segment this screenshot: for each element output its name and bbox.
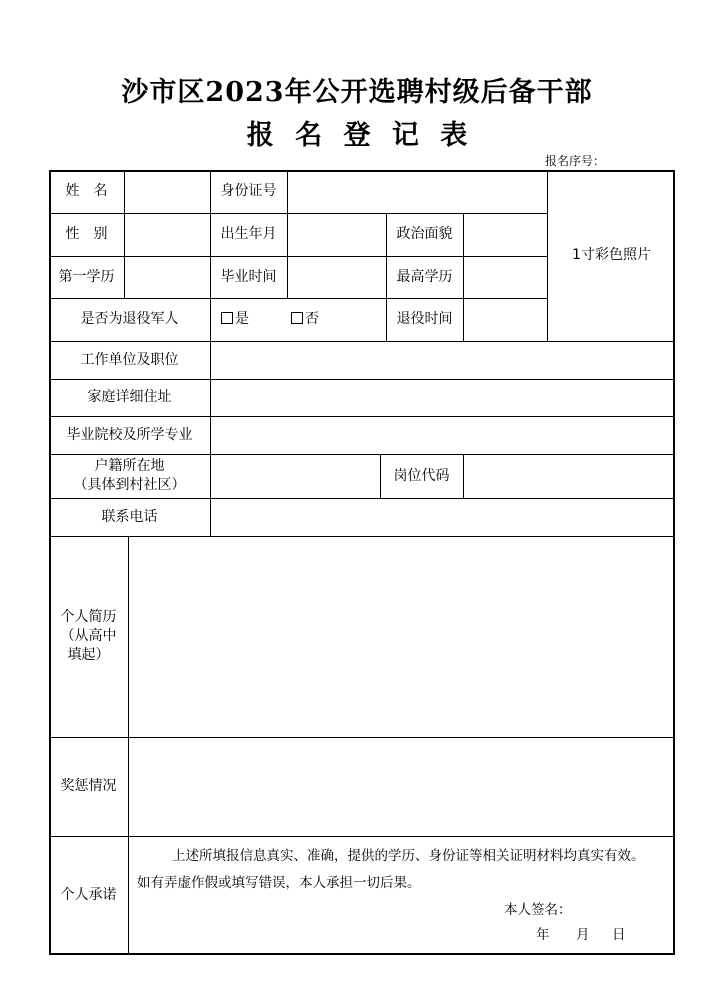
post-code-field[interactable] [464, 454, 675, 498]
birth-field[interactable] [288, 213, 386, 256]
signature-field[interactable] [504, 898, 614, 916]
school-major-field[interactable] [211, 416, 675, 454]
veteran-label: 是否为退役军人 [80, 311, 179, 328]
resume-field[interactable] [129, 536, 675, 737]
political-field[interactable] [464, 213, 547, 256]
promise-label: 个人承诺 [60, 887, 117, 904]
hukou-field[interactable] [211, 454, 380, 498]
photo-placeholder[interactable]: 1寸彩色照片 [572, 247, 651, 264]
resume-label [49, 536, 128, 737]
gender-label: 性 别 [65, 226, 108, 243]
veteran-no-option[interactable] [291, 310, 319, 329]
name-field[interactable] [125, 170, 210, 213]
first-edu-field[interactable] [125, 256, 210, 298]
id-card-label: 身份证号 [220, 183, 277, 200]
retire-time-field[interactable] [464, 298, 547, 341]
gender-field[interactable] [125, 213, 210, 256]
id-card-field[interactable] [288, 170, 547, 213]
promise-text-line1: 上述所填报信息真实、准确，提供的学历、身份证等相关证明材料均真实有效。 [172, 848, 645, 864]
form-title-line1: 沙市区2023年公开选聘村级后备干部 [121, 77, 593, 108]
promise-text-line2: 如有弄虚作假或填写错误，本人承担一切后果。 [137, 875, 421, 891]
work-unit-label: 工作单位及职位 [80, 351, 179, 368]
resume-label-line1: 个人简历 [60, 609, 117, 626]
hukou-label-line2: （具体到村社区） [73, 477, 186, 493]
address-field[interactable] [211, 379, 675, 416]
hukou-label [49, 454, 210, 498]
first-edu-label: 第一学历 [58, 268, 115, 285]
form-title-line2: 报 名 登 记 表 [246, 120, 468, 151]
retire-time-label: 退役时间 [396, 311, 453, 328]
hukou-label-line1: 户籍所在地 [94, 458, 165, 475]
phone-field[interactable] [211, 498, 675, 536]
phone-label: 联系电话 [101, 508, 158, 525]
date-month: 月 [576, 927, 590, 943]
date-day: 日 [612, 927, 626, 943]
highest-edu-field[interactable] [464, 256, 547, 298]
highest-edu-label: 最高学历 [396, 268, 453, 285]
post-code-label: 岗位代码 [393, 467, 450, 484]
checkbox-no[interactable] [291, 312, 303, 324]
school-major-label: 毕业院校及所学专业 [66, 426, 193, 443]
work-unit-field[interactable] [211, 341, 675, 379]
political-label: 政治面貌 [396, 226, 453, 243]
address-label: 家庭详细住址 [87, 389, 172, 406]
veteran-no-label: 否 [305, 311, 319, 328]
date-year: 年 [536, 927, 550, 943]
checkbox-yes[interactable] [221, 312, 233, 324]
grad-time-field[interactable] [288, 256, 386, 298]
resume-label-line3: 填起） [67, 646, 110, 663]
awards-label: 奖惩情况 [60, 778, 117, 795]
awards-field[interactable] [129, 737, 675, 836]
serial-number-label: 报名序号： [545, 154, 606, 168]
signature-label: 本人签名： [504, 902, 572, 918]
resume-label-line2: （从高中 [60, 628, 117, 645]
grad-time-label: 毕业时间 [220, 268, 277, 285]
birth-label: 出生年月 [220, 226, 277, 243]
veteran-yes-label: 是 [235, 311, 249, 328]
veteran-options [211, 298, 386, 341]
name-label: 姓 名 [65, 183, 108, 200]
row-divider [49, 836, 675, 837]
veteran-yes-option[interactable] [221, 310, 249, 329]
